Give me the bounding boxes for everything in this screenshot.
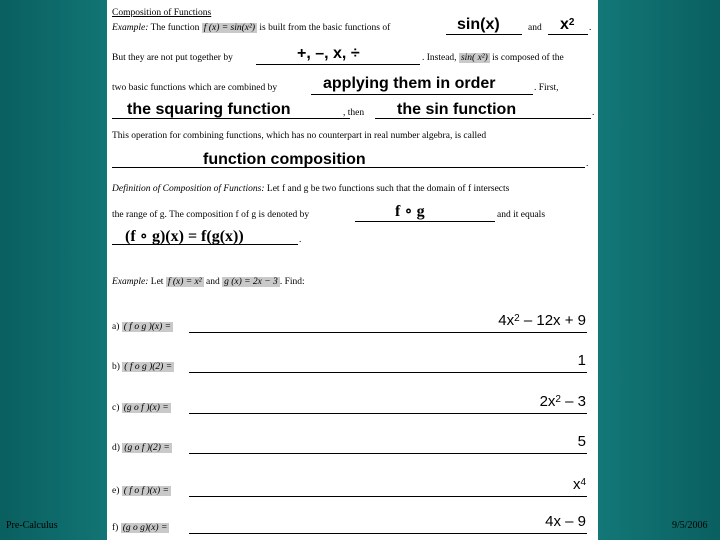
answer-squaring: the squaring function (127, 101, 291, 118)
exercise-label: b) ( f o g )(2) = (112, 362, 173, 372)
answer-blank (189, 496, 587, 497)
intro-line-5: This operation for combining functions, which has no counterpart in real number algebra, is called (112, 131, 487, 141)
exercise-expression: ( f o g )(x) = (123, 322, 172, 332)
f-definition: f (x) = x² (167, 277, 202, 287)
definition-line-2c: and it equals (497, 210, 546, 220)
blank-ops (256, 64, 420, 65)
definition-label: Definition of Composition of Functions: (112, 184, 265, 194)
footer-left: Pre-Calculus (6, 520, 58, 531)
period-2: . (592, 108, 595, 118)
answer-applying: applying them in order (323, 75, 496, 92)
example-label: Example: (112, 23, 149, 33)
intro-line-2b: . Instead, sin( x²) is composed of the (422, 53, 564, 63)
answer-ops: +, –, x, ÷ (297, 45, 360, 62)
blank-fog (355, 221, 495, 222)
example-function: f (x) = sin(x²) (203, 23, 255, 33)
line2-function: sin( x²) (460, 53, 488, 63)
blank-applying (311, 94, 533, 95)
example2-line: Example: Let f (x) = x² and g (x) = 2x − 3 . Find: (112, 277, 305, 287)
exercise-label: c) (g o f )(x) = (112, 403, 169, 413)
answer-blank (189, 372, 587, 373)
period-4: . (299, 235, 302, 245)
and-word: and (528, 23, 542, 33)
period: . (589, 23, 592, 33)
answer-composition: function composition (203, 151, 366, 168)
then-word: , then (343, 108, 365, 118)
footer-right: 9/5/2006 (672, 520, 708, 531)
answer-blank (189, 453, 587, 454)
period-3: . (586, 159, 589, 169)
exercise-label: a) ( f o g )(x) = (112, 322, 172, 332)
exercise-answer: 1 (577, 352, 586, 369)
exercise-expression: ( f o g )(2) = (124, 362, 173, 372)
intro-line-2a: But they are not put together by (112, 53, 233, 63)
worksheet (107, 0, 598, 540)
example-text-a: The function (148, 23, 202, 33)
g-definition: g (x) = 2x − 3 (224, 277, 278, 287)
exercise-expression: (g o f )(x) = (123, 403, 169, 413)
intro-line-1 (112, 23, 390, 34)
answer-fog: f ∘ g (395, 203, 425, 220)
answer-blank (189, 413, 587, 414)
answer-x2: $x^2$ (560, 16, 575, 33)
exercise-label: d) (g o f )(2) = (112, 443, 170, 453)
answer-sin: sin(x) (457, 16, 500, 33)
answer-sin-function: the sin function (397, 101, 517, 118)
answer-blank (189, 533, 587, 534)
exercise-answer: $2x^2 - 3$ (539, 393, 586, 410)
exercise-expression: (g o g)(x) = (122, 523, 168, 533)
answer-blank (189, 332, 587, 333)
exercise-expression: ( f o f )(x) = (123, 486, 169, 496)
example-text-b: is built from the basic functions of (257, 23, 391, 33)
exercise-answer: 4x – 9 (545, 513, 586, 530)
intro-line-3b: . First, (534, 83, 559, 93)
blank-sin (446, 34, 522, 35)
exercise-answer: $x^4$ (572, 476, 586, 493)
worksheet-title: Composition of Functions (112, 8, 212, 18)
blank-x2 (548, 34, 588, 35)
exercise-answer: 5 (577, 433, 586, 450)
definition-line-1: Definition of Composition of Functions: Let f and g be two functions such that the domain of f intersects (112, 184, 510, 194)
intro-line-3a: two basic functions which are combined by (112, 83, 278, 93)
exercise-answer: $4x^2 - 12x + 9$ (498, 312, 586, 329)
definition-line-2: the range of g. The composition f of g is denoted by (112, 210, 310, 220)
exercise-expression: (g o f )(2) = (124, 443, 170, 453)
exercise-label: e) ( f o f )(x) = (112, 486, 169, 496)
exercise-label: f) (g o g)(x) = (112, 523, 168, 533)
answer-formula: (f ∘ g)(x) = f(g(x)) (125, 228, 244, 245)
